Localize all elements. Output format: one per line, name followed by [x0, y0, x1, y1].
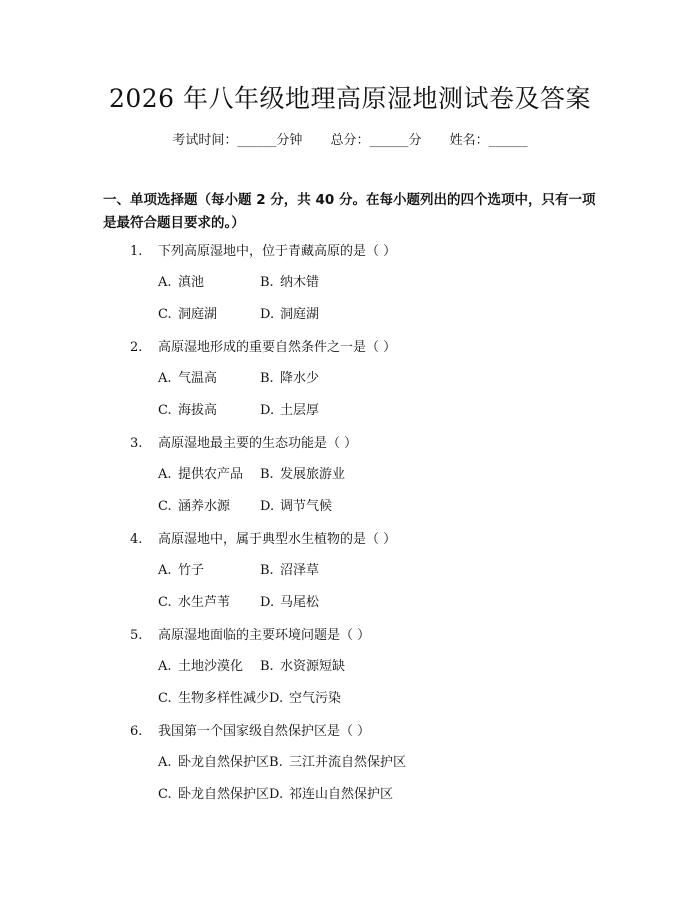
option-letter: D.: [260, 307, 275, 322]
option-letter: C.: [158, 787, 172, 802]
question-stem: [130, 722, 370, 742]
option-letter: D.: [260, 595, 275, 610]
question-stem: [130, 626, 370, 646]
option-letter: B.: [260, 563, 274, 578]
option-c: [158, 785, 269, 805]
exam-time: 考试时间：______分钟: [172, 133, 303, 148]
question-item: [0, 240, 700, 336]
option-text: 马尾松: [280, 595, 320, 610]
option-text: 竹子: [178, 563, 205, 578]
option-letter: D.: [260, 403, 275, 418]
question-text: 下列高原湿地中，位于青藏高原的是（ ）: [158, 244, 397, 259]
option-a: [158, 657, 260, 677]
option-row: [158, 785, 393, 805]
question-number: 5.: [130, 628, 143, 643]
question-item: [0, 624, 700, 720]
question-stem: [130, 530, 396, 550]
question-text: 高原湿地中，属于典型水生植物的是（ ）: [158, 532, 397, 547]
option-a: [158, 273, 260, 293]
option-c: [158, 689, 269, 709]
exam-score: 总分：______分: [330, 133, 422, 148]
option-text: 涵养水源: [178, 499, 231, 514]
question-number: 3.: [130, 436, 143, 451]
option-d: [260, 497, 362, 517]
question-stem: [130, 242, 396, 262]
option-letter: C.: [158, 307, 172, 322]
option-text: 水资源短缺: [280, 659, 346, 674]
option-letter: B.: [260, 275, 274, 290]
option-b: [260, 465, 362, 485]
question-text: 我国第一个国家级自然保护区是（ ）: [158, 724, 371, 739]
option-letter: A.: [158, 371, 172, 386]
option-text: 滇池: [178, 275, 205, 290]
option-text: 祁连山自然保护区: [289, 787, 394, 802]
option-letter: D.: [260, 499, 275, 514]
option-text: 土层厚: [280, 403, 320, 418]
question-text: 高原湿地形成的重要自然条件之一是（ ）: [158, 340, 397, 355]
option-letter: A.: [158, 659, 172, 674]
option-text: 沼泽草: [280, 563, 320, 578]
option-text: 降水少: [280, 371, 320, 386]
option-row: [158, 689, 371, 709]
question-list: [0, 240, 700, 816]
option-row: [158, 753, 406, 773]
question-number: 4.: [130, 532, 143, 547]
option-text: 纳木错: [280, 275, 320, 290]
option-letter: A.: [158, 275, 172, 290]
question-item: [0, 528, 700, 624]
option-letter: B.: [260, 467, 274, 482]
option-c: [158, 401, 260, 421]
option-text: 三江并流自然保护区: [289, 755, 407, 770]
option-row: [158, 369, 362, 389]
question-number: 6.: [130, 724, 143, 739]
option-text: 提供农产品: [178, 467, 244, 482]
option-letter: A.: [158, 563, 172, 578]
question-item: [0, 336, 700, 432]
option-letter: B.: [260, 659, 274, 674]
option-a: [158, 465, 260, 485]
option-text: 水生芦苇: [178, 595, 231, 610]
question-item: [0, 432, 700, 528]
option-text: 生物多样性减少: [178, 691, 270, 706]
option-text: 土地沙漠化: [178, 659, 244, 674]
option-letter: C.: [158, 595, 172, 610]
option-d: [269, 689, 371, 709]
option-letter: C.: [158, 499, 172, 514]
option-letter: B.: [269, 755, 283, 770]
option-a: [158, 369, 260, 389]
option-text: 气温高: [178, 371, 218, 386]
option-d: [260, 305, 362, 325]
option-letter: C.: [158, 403, 172, 418]
option-row: [158, 497, 362, 517]
option-c: [158, 305, 260, 325]
option-letter: A.: [158, 467, 172, 482]
option-b: [260, 657, 362, 677]
question-stem: [130, 338, 396, 358]
option-letter: D.: [269, 787, 284, 802]
option-d: [260, 593, 362, 613]
question-number: 2.: [130, 340, 143, 355]
option-a: [158, 561, 260, 581]
option-text: 调节气候: [280, 499, 333, 514]
option-letter: D.: [269, 691, 284, 706]
option-text: 洞庭湖: [280, 307, 320, 322]
option-b: [269, 753, 406, 773]
option-letter: C.: [158, 691, 172, 706]
option-b: [260, 369, 362, 389]
option-text: 卧龙自然保护区: [178, 755, 270, 770]
question-text: 高原湿地最主要的生态功能是（ ）: [158, 436, 358, 451]
option-letter: A.: [158, 755, 172, 770]
option-row: [158, 657, 362, 677]
exam-info: [0, 131, 700, 151]
question-number: 1.: [130, 244, 143, 259]
option-a: [158, 753, 269, 773]
page-title: 2026 年八年级地理高原湿地测试卷及答案: [108, 84, 592, 113]
option-row: [158, 273, 362, 293]
option-c: [158, 497, 260, 517]
option-text: 空气污染: [289, 691, 342, 706]
option-b: [260, 561, 362, 581]
option-row: [158, 593, 362, 613]
option-letter: B.: [260, 371, 274, 386]
option-text: 卧龙自然保护区: [178, 787, 270, 802]
option-row: [158, 465, 362, 485]
option-text: 发展旅游业: [280, 467, 346, 482]
option-d: [269, 785, 393, 805]
option-b: [260, 273, 362, 293]
option-row: [158, 561, 362, 581]
question-item: [0, 720, 700, 816]
option-row: [158, 401, 362, 421]
question-text: 高原湿地面临的主要环境问题是（ ）: [158, 628, 371, 643]
exam-name: 姓名：______: [449, 133, 528, 148]
option-text: 洞庭湖: [178, 307, 218, 322]
section-heading: 一、单项选择题（每小题 2 分，共 40 分。在每小题列出的四个选项中，只有一项是最符合题目要求的。）: [103, 192, 596, 231]
option-text: 海拔高: [178, 403, 218, 418]
option-d: [260, 401, 362, 421]
question-stem: [130, 434, 357, 454]
option-row: [158, 305, 362, 325]
option-c: [158, 593, 260, 613]
